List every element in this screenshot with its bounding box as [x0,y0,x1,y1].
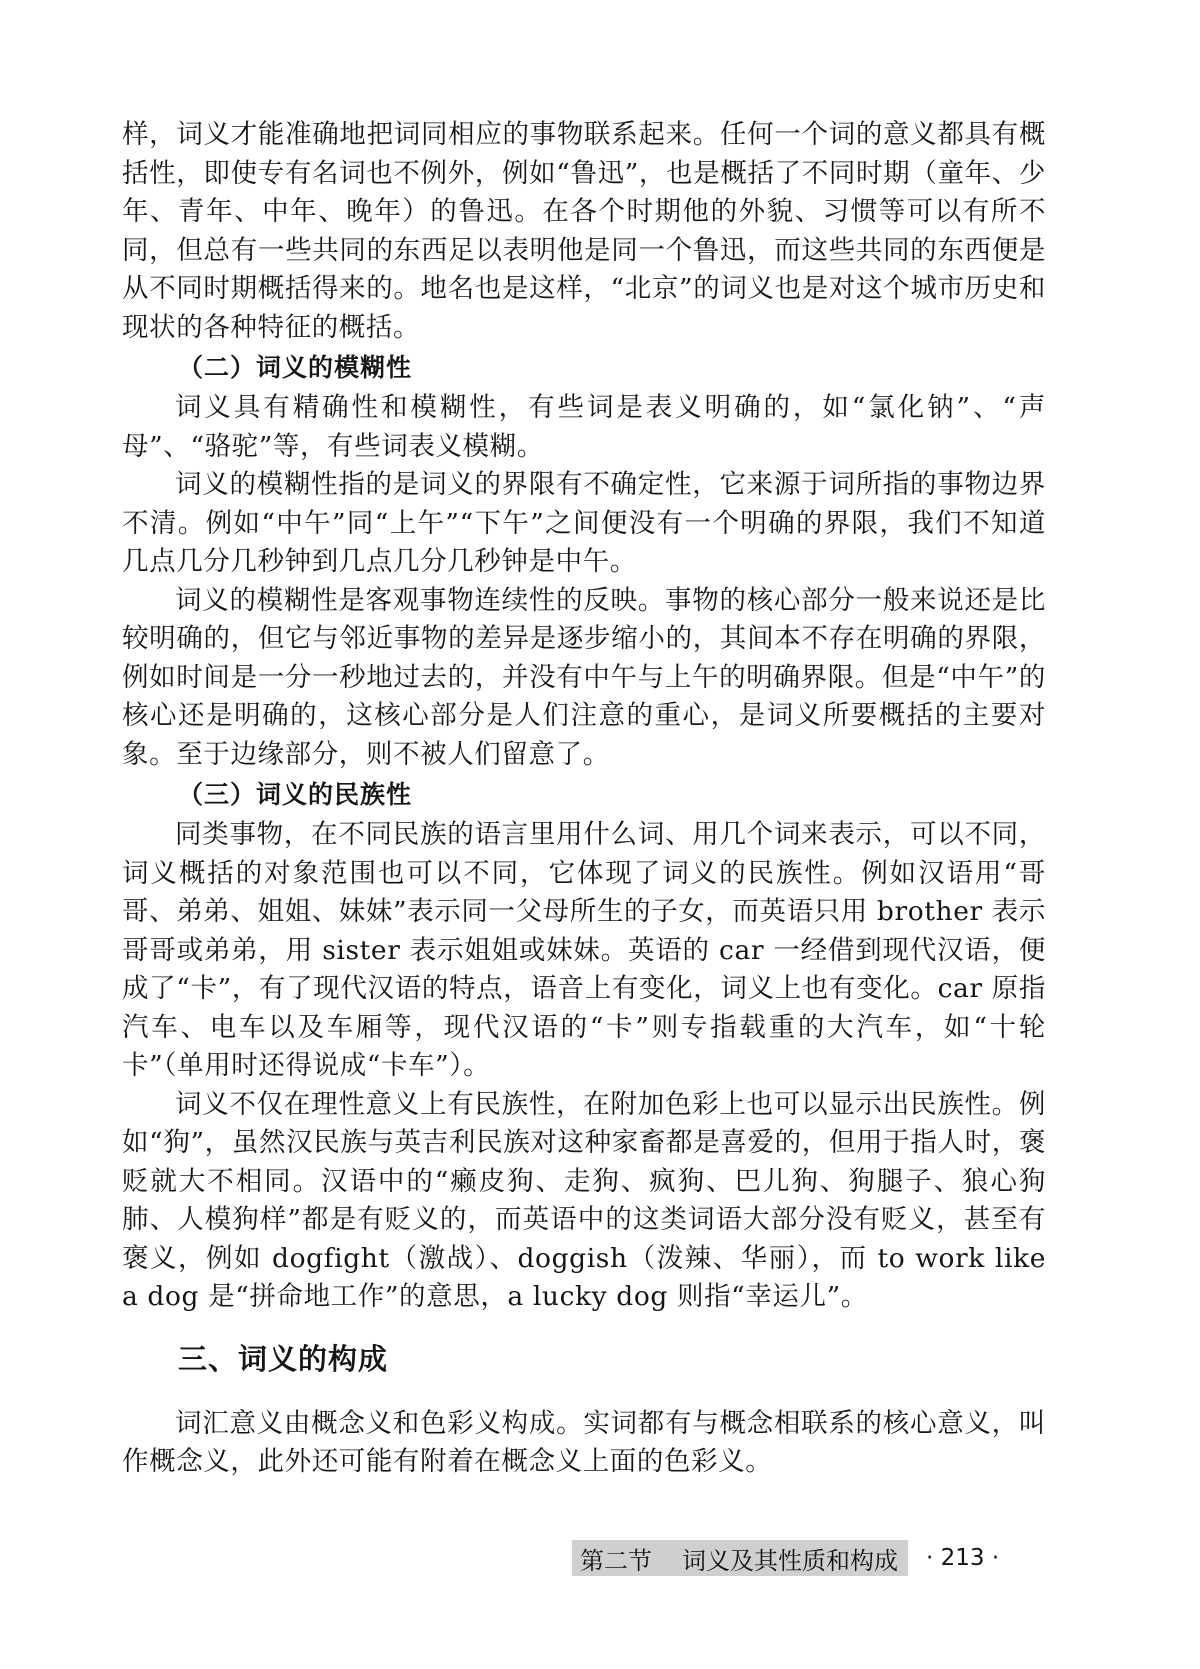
paragraph: 词汇意义由概念义和色彩义构成。实词都有与概念相联系的核心意义，叫作概念义，此外还可能有附着在概念义上面的色彩义。 [122,1407,1046,1477]
footer-section-band [572,1540,908,1576]
footer-section-label: 第二节 [580,1546,652,1575]
section-heading-vagueness: （二）词义的模糊性 [178,353,413,382]
section-heading-national: （三）词义的民族性 [178,780,413,809]
paragraph: 词义的模糊性指的是词义的界限有不确定性，它来源于词所指的事物边界不清。例如“中午”同“上午”“下午”之间便没有一个明确的界限，我们不知道几点几分几秒钟到几点几分几秒钟是中午。 [122,469,1046,577]
paragraph: 词义具有精确性和模糊性，有些词是表义明确的，如“氯化钠”、“声母”、“骆驼”等，有些词表义模糊。 [122,392,1046,462]
page-number: · 213 · [926,1545,1000,1571]
running-footer [572,1540,999,1576]
footer-section-title: 词义及其性质和构成 [682,1546,898,1575]
paragraph: 样，词义才能准确地把词同相应的事物联系起来。任何一个词的意义都具有概括性，即使专有名词也不例外，例如“鲁迅”，也是概括了不同时期（童年、少年、青年、中年、晚年）的鲁迅。在各个时期他的外貌、习惯等可以有所不同，但总有一些共同的东西足以表明他是同一个鲁迅，而这些共同的东西便是从不同时期概括得来的。地名也是这样，“北京”的词义也是对这个城市历史和现状的各种特征的概括。 [122,119,1046,343]
page-body [122,116,1046,1482]
paragraph: 词义的模糊性是客观事物连续性的反映。事物的核心部分一般来说还是比较明确的，但它与邻近事物的差异是逐步缩小的，其间本不存在明确的界限，例如时间是一分一秒地过去的，并没有中午与上午的明确界限。但是“中午”的核心还是明确的，这核心部分是人们注意的重心，是词义所要概括的主要对象。至于边缘部分，则不被人们留意了。 [122,584,1046,770]
section-heading-composition: 三、词义的构成 [178,1341,389,1376]
paragraph: 同类事物，在不同民族的语言里用什么词、用几个词来表示，可以不同，词义概括的对象范围也可以不同，它体现了词义的民族性。例如汉语用“哥哥、弟弟、姐姐、妹妹”表示同一父母所生的子女，而英语只用 brother 表示哥哥或弟弟，用 sister 表示姐姐或妹妹。英语的 car 一经借到现代汉语，便成了“卡”，有了现代汉语的特点，语音上有变化，词义上也有变化。car 原指汽车、电车以及车厢等，现代汉语的“卡”则专指载重的大汽车，如“十轮卡”（单用时还得说成“卡车”）。 [122,819,1046,1081]
paragraph: 词义不仅在理性意义上有民族性，在附加色彩上也可以显示出民族性。例如“狗”，虽然汉民族与英吉利民族对这种家畜都是喜爱的，但用于指人时，褒贬就大不相同。汉语中的“癞皮狗、走狗、疯狗、巴儿狗、狗腿子、狼心狗肺、人模狗样”都是有贬义的，而英语中的这类词语大部分没有贬义，甚至有褒义，例如 dogfight（激战）、doggish（泼辣、华丽），而 to work like a dog 是“拼命地工作”的意思，a lucky dog 则指“幸运儿”。 [122,1088,1046,1312]
